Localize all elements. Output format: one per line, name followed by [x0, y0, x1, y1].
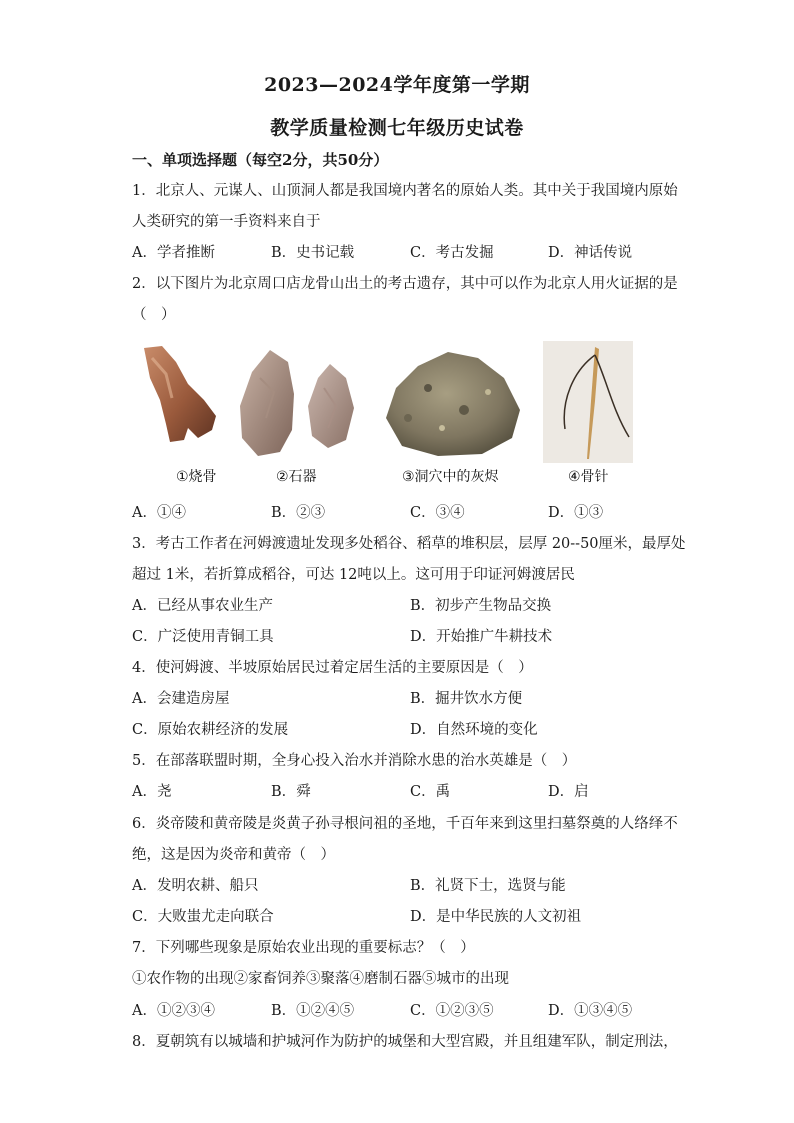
cave-ash-image — [378, 348, 524, 460]
q6-option-c: C．大败蚩尤走向联合 — [132, 909, 274, 925]
q4-stem-line1: 4．使河姆渡、半坡原始居民过着定居生活的主要原因是（ ） — [132, 660, 533, 676]
exam-title-line1: 2023—2024学年度第一学期 — [264, 74, 530, 96]
q2-stem-line2: （ ） — [132, 307, 176, 323]
q2-option-d: D．①③ — [548, 505, 604, 521]
q1-stem-line2: 人类研究的第一手资料来自于 — [132, 214, 321, 230]
burnt-bone-image — [138, 344, 218, 444]
q2-option-c: C．③④ — [410, 505, 465, 521]
q4-option-a: A．会建造房屋 — [132, 691, 230, 707]
q2-figure-caption-3: ③洞穴中的灰烬 — [402, 469, 499, 485]
q5-option-b: B．舜 — [271, 784, 311, 800]
q6-option-a: A．发明农耕、船只 — [132, 878, 259, 894]
q8-stem-line1: 8．夏朝筑有以城墙和护城河作为防护的城堡和大型宫殿，并且组建军队，制定刑法， — [132, 1034, 678, 1050]
q5-stem-line1: 5．在部落联盟时期，全身心投入治水并消除水患的治水英雄是（ ） — [132, 753, 577, 769]
bone-needle-image — [543, 341, 633, 463]
exam-title-line2: 教学质量检测七年级历史试卷 — [270, 117, 524, 139]
q3-option-c: C．广泛使用青铜工具 — [132, 629, 274, 645]
q7-option-c: C．①②③⑤ — [410, 1003, 494, 1019]
section-heading: 一、单项选择题（每空2分，共50分） — [132, 151, 389, 169]
q2-figure-caption-2: ②石器 — [276, 469, 317, 485]
q7-stem-line1: 7．下列哪些现象是原始农业出现的重要标志？（ ） — [132, 940, 475, 956]
q2-stem-line1: 2．以下图片为北京周口店龙骨山出土的考古遗存，其中可以作为北京人用火证据的是 — [132, 276, 678, 292]
q1-option-d: D．神话传说 — [548, 245, 633, 261]
q1-option-a: A．学者推断 — [132, 245, 215, 261]
q6-option-d: D．是中华民族的人文初祖 — [410, 909, 582, 925]
q7-option-a: A．①②③④ — [132, 1003, 215, 1019]
q1-stem-line1: 1．北京人、元谋人、山顶洞人都是我国境内著名的原始人类。其中关于我国境内原始 — [132, 183, 678, 199]
q1-option-c: C．考古发掘 — [410, 245, 494, 261]
q3-option-a: A．已经从事农业生产 — [132, 598, 273, 614]
q3-option-d: D．开始推广牛耕技术 — [410, 629, 553, 645]
q5-option-c: C．禹 — [410, 784, 451, 800]
q7-stem-line2: ①农作物的出现②家畜饲养③聚落④磨制石器⑤城市的出现 — [132, 971, 509, 987]
q3-stem-line2: 超过 1米，若折算成稻谷，可达 12吨以上。这可用于印证河姆渡居民 — [132, 567, 575, 583]
q3-option-b: B．初步产生物品交换 — [410, 598, 552, 614]
stone-tools-image — [236, 348, 366, 460]
q2-figure-caption-4: ④骨针 — [568, 469, 609, 485]
q4-option-c: C．原始农耕经济的发展 — [132, 722, 289, 738]
q5-option-a: A．尧 — [132, 784, 172, 800]
q6-stem-line2: 绝，这是因为炎帝和黄帝（ ） — [132, 847, 335, 863]
q4-option-d: D．自然环境的变化 — [410, 722, 538, 738]
q2-figure-caption-1: ①烧骨 — [176, 469, 217, 485]
q2-figure-row — [132, 338, 637, 490]
q4-option-b: B．掘井饮水方便 — [410, 691, 523, 707]
q2-option-a: A．①④ — [132, 505, 186, 521]
q7-option-d: D．①③④⑤ — [548, 1003, 633, 1019]
q2-option-b: B．②③ — [271, 505, 326, 521]
q3-stem-line1: 3．考古工作者在河姆渡遗址发现多处稻谷、稻草的堆积层，层厚 20--50厘米，最厚处 — [132, 536, 686, 552]
q7-option-b: B．①②④⑤ — [271, 1003, 355, 1019]
q6-option-b: B．礼贤下士，选贤与能 — [410, 878, 566, 894]
q1-option-b: B．史书记载 — [271, 245, 355, 261]
q5-option-d: D．启 — [548, 784, 589, 800]
q6-stem-line1: 6．炎帝陵和黄帝陵是炎黄子孙寻根问祖的圣地，千百年来到这里扫墓祭奠的人络绎不 — [132, 816, 678, 832]
